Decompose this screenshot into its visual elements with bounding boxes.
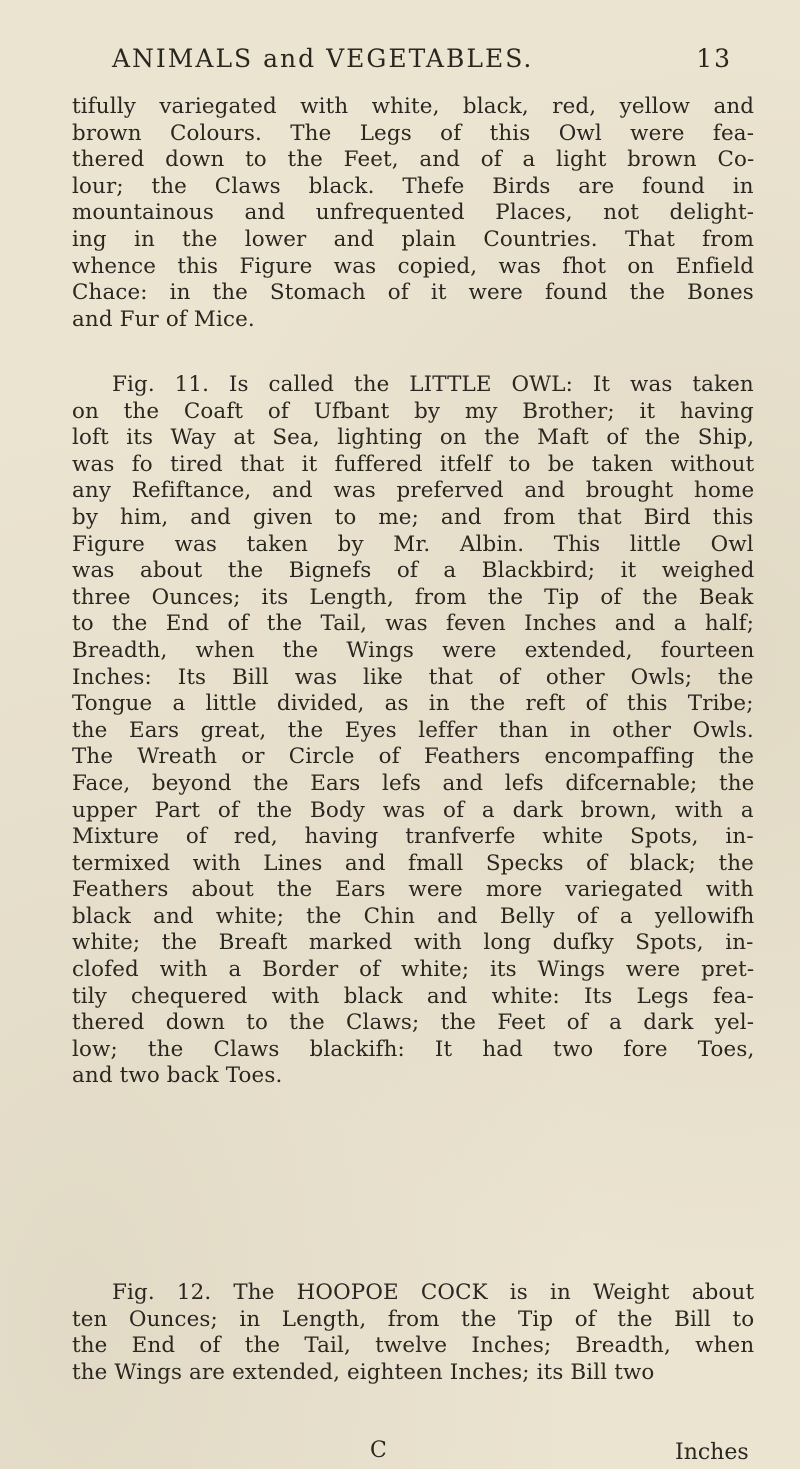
text-line: white; the Breaft marked with long dufky Spots, in-	[72, 930, 754, 956]
text-line: lour; the Claws black. Thefe Birds are found in	[72, 173, 754, 199]
text-line: Mixture of red, having tranfverfe white Spots, in-	[72, 824, 754, 850]
text-line: the Ears great, the Eyes leffer than in other Owls.	[72, 717, 754, 743]
text-line: clofed with a Border of white; its Wings were pret-	[72, 957, 754, 983]
text-line: and two back Toes.	[72, 1063, 283, 1089]
text-line: termixed with Lines and fmall Specks of black; the	[72, 850, 754, 876]
text-line: on the Coaft of Ufbant by my Brother; it having	[72, 398, 754, 424]
text-line: Breadth, when the Wings were extended, fourteen	[72, 637, 754, 663]
text-line: Face, beyond the Ears lefs and lefs difcernable; the	[72, 770, 754, 796]
text-line: by him, and given to me; and from that Bird this	[72, 504, 754, 530]
text-line: low; the Claws blackifh: It had two fore Toes,	[72, 1036, 754, 1062]
catchword: Inches	[675, 1440, 749, 1465]
text-line: the End of the Tail, twelve Inches; Breadth, when	[72, 1333, 754, 1359]
text-line: black and white; the Chin and Belly of a yellowifh	[72, 903, 754, 929]
text-line: three Ounces; its Length, from the Tip of the Beak	[72, 584, 754, 610]
text-line: Tongue a little divided, as in the reft of this Tribe;	[72, 691, 754, 717]
signature-mark: C	[370, 1438, 387, 1463]
text-line: mountainous and unfrequented Places, not delight-	[72, 200, 754, 226]
text-line: was about the Bignefs of a Blackbird; it weighed	[72, 558, 754, 584]
paragraph-owl-description	[72, 94, 754, 333]
text-line: and Fur of Mice.	[72, 306, 255, 332]
text-line: Chace: in the Stomach of it were found the Bones	[72, 280, 754, 306]
text-line: thered down to the Claws; the Feet of a dark yel-	[72, 1010, 754, 1036]
text-line: Inches: Its Bill was like that of other Owls; the	[72, 664, 754, 690]
text-line: tifully variegated with white, black, red, yellow and	[72, 94, 754, 119]
text-line: Fig. 11. Is called the LITTLE OWL: It was taken	[112, 372, 754, 397]
text-line: Figure was taken by Mr. Albin. This little Owl	[72, 531, 754, 557]
text-line: ten Ounces; in Length, from the Tip of the Bill to	[72, 1306, 754, 1332]
text-line: any Refiftance, and was preferved and brought home	[72, 478, 754, 504]
text-line: Feathers about the Ears were more variegated with	[72, 877, 754, 903]
text-line: tily chequered with black and white: Its Legs fea-	[72, 983, 754, 1009]
paragraph-little-owl	[72, 372, 754, 1090]
text-line: whence this Figure was copied, was fhot on Enfield	[72, 253, 754, 279]
text-line: upper Part of the Body was of a dark brown, with a	[72, 797, 754, 823]
text-line: the Wings are extended, eighteen Inches; its Bill two	[72, 1359, 655, 1385]
running-title: ANIMALS and VEGETABLES.	[112, 44, 534, 73]
text-line: loft its Way at Sea, lighting on the Maft of the Ship,	[72, 425, 754, 451]
text-line: Fig. 12. The HOOPOE COCK is in Weight about	[112, 1280, 754, 1305]
paragraph-hoopoe-cock	[72, 1280, 754, 1386]
page-number: 13	[696, 44, 732, 73]
text-line: The Wreath or Circle of Feathers encompaffing the	[72, 744, 754, 770]
page-header	[112, 44, 732, 84]
text-line: ing in the lower and plain Countries. That from	[72, 226, 754, 252]
text-line: was fo tired that it fuffered itfelf to be taken without	[72, 451, 754, 477]
text-line: thered down to the Feet, and of a light brown Co-	[72, 147, 754, 173]
text-line: brown Colours. The Legs of this Owl were fea-	[72, 120, 754, 146]
text-line: to the End of the Tail, was feven Inches and a half;	[72, 611, 754, 637]
